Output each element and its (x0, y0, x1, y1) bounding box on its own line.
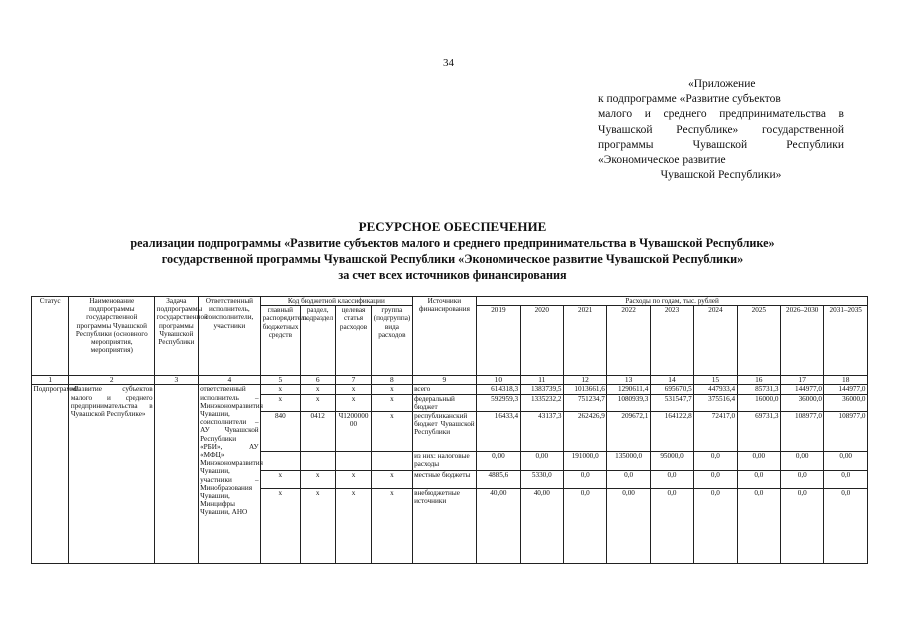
appendix-line-last: Чувашской Республики» (660, 169, 782, 182)
value-cell: 40,00 (477, 489, 520, 564)
value-cell: 135000,0 (607, 452, 650, 471)
column-number: 2 (69, 376, 155, 385)
value-cell: 85731,3 (737, 385, 780, 394)
header-status: Статус (32, 297, 69, 376)
source-cell: федеральный бюджет (412, 394, 477, 411)
value-cell: 108977,0 (824, 412, 868, 452)
value-cell: 191000,0 (563, 452, 606, 471)
source-cell: местные бюджеты (412, 471, 477, 489)
value-cell: 0,00 (607, 489, 650, 564)
value-cell: 0,0 (737, 489, 780, 564)
header-expenses: Расходы по годам, тыс. рублей (477, 297, 868, 306)
header-code-col: раздел, подраздел (300, 306, 335, 376)
value-cell: 144977,0 (824, 385, 868, 394)
value-cell: 0,00 (737, 452, 780, 471)
value-cell: 1290611,4 (607, 385, 650, 394)
code-cell: x (261, 489, 300, 564)
value-cell: 751234,7 (563, 394, 606, 411)
subtitle-line-3: за счет всех источников финансирования (338, 268, 567, 282)
header-name: Наименование подпрограммы государственной программы Чувашской Республики (основного мероприятия, мероприятия) (69, 297, 155, 376)
value-cell: 0,00 (824, 452, 868, 471)
value-cell: 36000,0 (781, 394, 824, 411)
page-number: 34 (443, 57, 454, 69)
value-cell: 262426,9 (563, 412, 606, 452)
value-cell: 0,0 (650, 489, 693, 564)
column-number: 16 (737, 376, 780, 385)
value-cell: 0,00 (477, 452, 520, 471)
value-cell: 531547,7 (650, 394, 693, 411)
column-number: 3 (155, 376, 198, 385)
value-cell: 144977,0 (781, 385, 824, 394)
value-cell: 164122,8 (650, 412, 693, 452)
code-cell: x (300, 385, 335, 394)
code-cell: x (300, 489, 335, 564)
header-sources: Источники финансирования (412, 297, 477, 376)
column-number: 8 (372, 376, 412, 385)
source-cell: из них: налоговые расходы (412, 452, 477, 471)
value-cell: 695670,5 (650, 385, 693, 394)
value-cell: 0,0 (694, 471, 737, 489)
code-cell: x (261, 394, 300, 411)
value-cell: 0,0 (781, 471, 824, 489)
value-cell: 0,0 (694, 489, 737, 564)
column-number: 9 (412, 376, 477, 385)
header-year: 2019 (477, 306, 520, 376)
column-number: 5 (261, 376, 300, 385)
value-cell: 5330,0 (520, 471, 563, 489)
task-cell (155, 385, 198, 564)
code-cell: x (372, 471, 412, 489)
appendix-line-1: к подпрограмме «Развитие субъектов (598, 93, 781, 106)
value-cell: 1335232,2 (520, 394, 563, 411)
column-number: 12 (563, 376, 606, 385)
header-year: 2023 (650, 306, 693, 376)
column-number: 10 (477, 376, 520, 385)
resource-table (31, 296, 868, 564)
appendix-note (598, 77, 844, 183)
source-cell: внебюджетные источники (412, 489, 477, 564)
value-cell: 1383739,5 (520, 385, 563, 394)
source-cell: всего (412, 385, 477, 394)
header-executor: Ответственный исполнитель, соисполнители, участники (198, 297, 261, 376)
table-row (32, 385, 868, 394)
code-cell: x (261, 385, 300, 394)
code-cell: x (372, 394, 412, 411)
column-number: 4 (198, 376, 261, 385)
source-cell: республиканский бюджет Чувашской Республики (412, 412, 477, 452)
header-budget-code: Код бюджетной классификации (261, 297, 412, 306)
code-cell: x (335, 394, 371, 411)
header-year: 2022 (607, 306, 650, 376)
value-cell: 0,0 (563, 471, 606, 489)
code-cell: x (372, 385, 412, 394)
header-year: 2031–2035 (824, 306, 868, 376)
code-cell: x (300, 471, 335, 489)
header-year: 2026–2030 (781, 306, 824, 376)
value-cell: 447933,4 (694, 385, 737, 394)
code-cell: x (335, 471, 371, 489)
column-number: 7 (335, 376, 371, 385)
value-cell: 1013661,6 (563, 385, 606, 394)
code-cell: x (335, 385, 371, 394)
header-year: 2025 (737, 306, 780, 376)
header-code-col: главный распорядитель бюджетных средств (261, 306, 300, 376)
value-cell: 0,0 (694, 452, 737, 471)
appendix-line-0: «Приложение (688, 78, 756, 90)
code-cell: x (300, 394, 335, 411)
header-year: 2020 (520, 306, 563, 376)
code-cell: x (261, 471, 300, 489)
value-cell: 36000,0 (824, 394, 868, 411)
header-year: 2024 (694, 306, 737, 376)
value-cell: 43137,3 (520, 412, 563, 452)
value-cell: 0,00 (781, 452, 824, 471)
program-name-cell: «Развитие субъектов малого и среднего предпринимательства в Чувашской Республике» (69, 385, 155, 564)
code-cell (335, 452, 371, 471)
column-number: 18 (824, 376, 868, 385)
value-cell: 209672,1 (607, 412, 650, 452)
column-number: 1 (32, 376, 69, 385)
document-title: РЕСУРСНОЕ ОБЕСПЕЧЕНИЕ (358, 219, 547, 234)
code-cell: Ч1200000 00 (335, 412, 371, 452)
value-cell: 0,0 (650, 471, 693, 489)
header-year: 2021 (563, 306, 606, 376)
subtitle-line-1: реализации подпрограммы «Развитие субъектов малого и среднего предпринимательства в Чувашской Республике» (130, 236, 775, 250)
code-cell (300, 452, 335, 471)
value-cell: 16433,4 (477, 412, 520, 452)
value-cell: 614318,3 (477, 385, 520, 394)
document-subtitle (40, 235, 865, 283)
value-cell: 0,0 (824, 471, 868, 489)
value-cell: 1080939,3 (607, 394, 650, 411)
code-cell: x (372, 489, 412, 564)
code-cell: x (372, 412, 412, 452)
column-number: 6 (300, 376, 335, 385)
column-number: 17 (781, 376, 824, 385)
status-cell: Подпрограмма (32, 385, 69, 564)
value-cell: 0,0 (607, 471, 650, 489)
value-cell: 95000,0 (650, 452, 693, 471)
code-cell: x (335, 489, 371, 564)
value-cell: 375516,4 (694, 394, 737, 411)
header-code-col: группа (подгруппа) вида расходов (372, 306, 412, 376)
value-cell: 108977,0 (781, 412, 824, 452)
value-cell: 4885,6 (477, 471, 520, 489)
value-cell: 592959,3 (477, 394, 520, 411)
value-cell: 0,0 (563, 489, 606, 564)
header-task: Задача подпрограммы государственной программы Чувашской Республики (155, 297, 198, 376)
subtitle-line-2: государственной программы Чувашской Республики «Экономическое развитие Чувашской Республики» (161, 252, 744, 266)
column-number: 15 (694, 376, 737, 385)
column-number: 14 (650, 376, 693, 385)
appendix-line-2: малого и среднего предпринимательства в Чувашской Республике» государственной программы Чувашской Республики «Экономическое развитие (598, 108, 844, 167)
value-cell: 0,0 (824, 489, 868, 564)
code-cell (372, 452, 412, 471)
value-cell: 69731,3 (737, 412, 780, 452)
column-number: 11 (520, 376, 563, 385)
value-cell: 40,00 (520, 489, 563, 564)
value-cell: 72417,0 (694, 412, 737, 452)
executor-cell: ответственный исполнитель – Минэкономразвития Чувашии, соисполнители – АУ Чувашской Республики «РБИ», АУ «МФЦ» Минэкономразвития Чувашии, участники – Минобразования Чувашии, Минцифры Чувашии, АНО (198, 385, 261, 564)
header-code-col: целевая статья расходов (335, 306, 371, 376)
column-number: 13 (607, 376, 650, 385)
code-cell: 0412 (300, 412, 335, 452)
value-cell: 0,0 (781, 489, 824, 564)
value-cell: 0,00 (520, 452, 563, 471)
value-cell: 16000,0 (737, 394, 780, 411)
code-cell (261, 452, 300, 471)
value-cell: 0,0 (737, 471, 780, 489)
code-cell: 840 (261, 412, 300, 452)
